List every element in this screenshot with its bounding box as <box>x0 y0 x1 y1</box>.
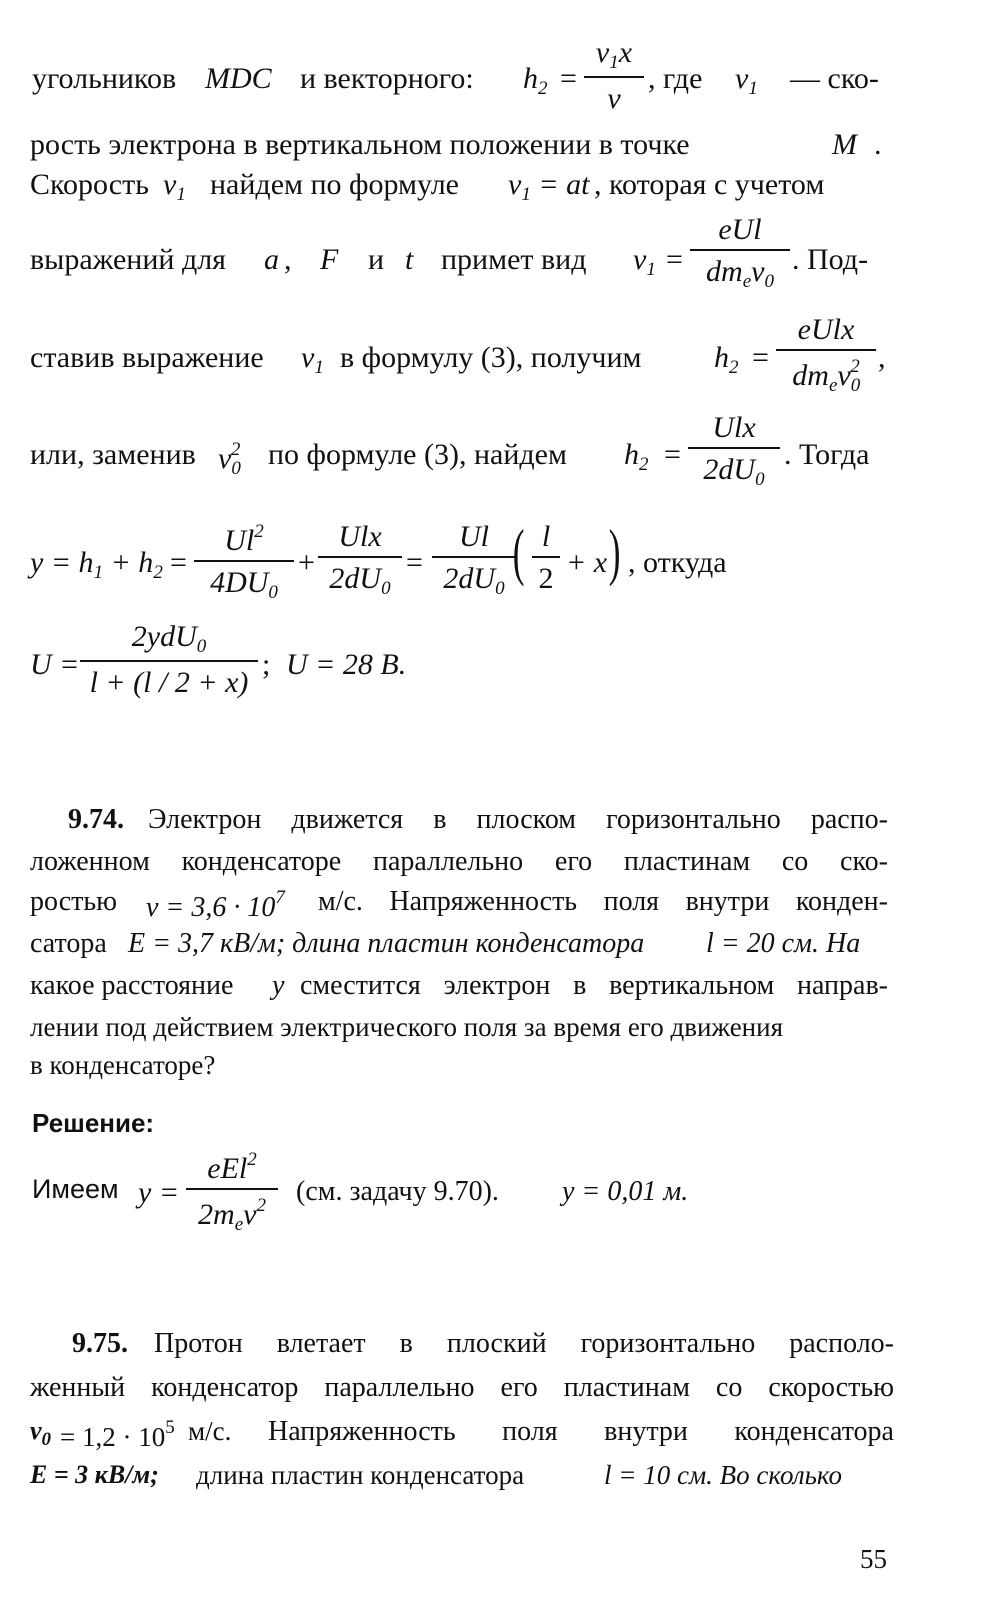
fraction-v1x-over-v: $v_1x$ v <box>584 38 644 114</box>
var-v1-d: $v_1$ <box>301 341 324 378</box>
problem-974-line4-a: сатора <box>30 928 107 959</box>
fraction-ulx-over-2du0: Ulx $2dU_0$ <box>688 413 780 489</box>
problem-975-line4-b: длина пластин конденсатора <box>196 1460 525 1490</box>
problem-975-line3-c: Напряженность поля внутри конденсатора <box>268 1416 894 1447</box>
plus-x: + x <box>566 546 608 579</box>
text-l5-b: в формулу (3), получим <box>340 341 642 374</box>
var-v1-c: $v_1$ <box>633 243 656 280</box>
semicolon: ; <box>262 648 271 681</box>
var-m: M <box>832 128 857 161</box>
var-mdc: MDC <box>205 62 272 95</box>
text-l4-a: выражений для <box>30 243 226 276</box>
var-f: F <box>320 243 339 276</box>
plus-sign: + <box>298 546 315 579</box>
eq2-lhs: U = <box>30 648 80 681</box>
var-h2-c: $h_2$ <box>624 438 649 475</box>
var-a: a <box>264 243 279 276</box>
text-l6-a: или, заменив <box>30 438 196 471</box>
eq1-lhs: $y = h_1 + h_2$ <box>30 546 163 583</box>
equals-sign: = <box>406 546 423 579</box>
text-l4-and: и <box>368 243 385 276</box>
fraction-ul2-over-4du0: Ul$^2$ $4DU_0$ <box>194 522 294 602</box>
equals-sign: = <box>170 546 187 579</box>
var-v0-sq: $v_0^2$ <box>218 439 241 479</box>
text-l3-c: , которая с учетом <box>594 168 825 201</box>
problem-974-line1: Электрон движется в плоском горизонтально распо- <box>148 804 888 835</box>
text-l5-c: , <box>878 341 886 374</box>
equals-sign: = <box>560 62 577 95</box>
problem-number-974: 9.74. <box>68 804 124 835</box>
solution-heading: Решение: <box>32 1108 155 1138</box>
fraction-ul-over-2du0: Ul $2dU_0$ <box>432 522 516 598</box>
text-l4-c: . Под- <box>792 243 869 276</box>
velocity-value: $v = 3,6 \cdot 10^7$ <box>146 887 285 923</box>
var-h2-b: $h_2$ <box>714 341 739 378</box>
var-v1: $v_1$ <box>735 62 758 99</box>
equals-sign: = <box>664 438 681 471</box>
text-l6-c: . Тогда <box>784 438 870 471</box>
problem-974-line6: лении под действием электрического поля за время его движения <box>30 1012 783 1042</box>
text-l6-b: по формуле (3), найдем <box>268 438 567 471</box>
result-u-28v: U = 28 В. <box>286 648 407 681</box>
fraction-ulx-over-2du0-b: Ulx $2dU_0$ <box>318 522 402 598</box>
var-v0-b: $v_0$ <box>30 1416 52 1450</box>
var-y: y <box>272 970 285 1001</box>
problem-974-line3-a: ростью <box>30 886 118 917</box>
text-l4-b: примет вид <box>441 243 587 276</box>
solution-lhs: y = <box>138 1176 180 1209</box>
text-l3-a: Скорость <box>30 168 149 201</box>
text-l4-comma: , <box>284 243 292 276</box>
left-paren: ( <box>512 516 525 587</box>
problem-974-line4-l: l = 20 см. На <box>706 928 861 959</box>
fraction-eulx-over-dmev02: eUlx $dm_ev_0^2$ <box>776 315 876 395</box>
problem-974-line5-b: сместится электрон в вертикальном направ- <box>300 970 888 1001</box>
text-l1-a: угольников <box>32 62 177 95</box>
text-l2: рость электрона в вертикальном положении в точке <box>30 128 690 161</box>
text-l1-d: , где <box>648 62 703 95</box>
problem-number-975: 9.75. <box>72 1328 128 1359</box>
problem-975-line3-b: м/с. <box>188 1416 232 1446</box>
page-number: 55 <box>860 1544 887 1574</box>
var-h2: $h_2$ <box>523 62 548 99</box>
problem-975-line2: женный конденсатор параллельно его пластинам со скоростью <box>30 1372 894 1403</box>
problem-974-line2: ложенном конденсаторе параллельно его пластинам со ско- <box>30 846 888 877</box>
text-otkuda: , откуда <box>628 546 727 579</box>
problem-974-line5-a: какое расстояние <box>30 970 234 1001</box>
solution-ref: (см. задачу 9.70). <box>296 1176 499 1207</box>
var-t: t <box>405 243 414 276</box>
fraction-l-over-2: l 2 <box>532 522 560 594</box>
problem-974-line4-e: E = 3,7 кВ/м; длина пластин конденсатора <box>128 928 645 959</box>
problem-974-line7: в конденсаторе? <box>30 1050 216 1080</box>
problem-974-line3-b: м/с. Напряженность поля внутри конден- <box>318 886 888 917</box>
formula-v1-at: $v_1$ = at <box>508 168 590 205</box>
equals-sign: = <box>752 341 769 374</box>
problem-975-line1: Протон влетает в плоский горизонтально располо- <box>154 1328 894 1359</box>
var-v1-b: $v_1$ <box>163 168 186 205</box>
fraction-eel2-over-2mev2: eEl$^2$ $2m_ev^2$ <box>186 1150 278 1234</box>
fraction-2ydu0-over-sum: 2ydU$_0$ l + (l / 2 + x) <box>80 622 258 698</box>
text-l1-c: и векторного: <box>300 62 474 95</box>
solution-result: y = 0,01 м. <box>562 1176 689 1207</box>
text-l1-e: — ско- <box>790 62 879 95</box>
solution-have: Имеем <box>32 1174 119 1204</box>
fraction-eul-over-dmev0: eUl $dm_ev_0$ <box>690 215 790 291</box>
text-l3-b: найдем по формуле <box>210 168 459 201</box>
right-paren: ) <box>608 516 621 587</box>
text-l5-a: ставив выражение <box>30 341 264 374</box>
equals-sign: = <box>666 243 683 276</box>
problem-975-line4-l: l = 10 см. Во сколько <box>604 1460 843 1490</box>
text-l2-end: . <box>874 128 882 161</box>
problem-975-line4-e: E = 3 кВ/м; <box>30 1460 159 1489</box>
velocity-value-975: = $1,2 \cdot 10^5$ <box>60 1417 175 1452</box>
